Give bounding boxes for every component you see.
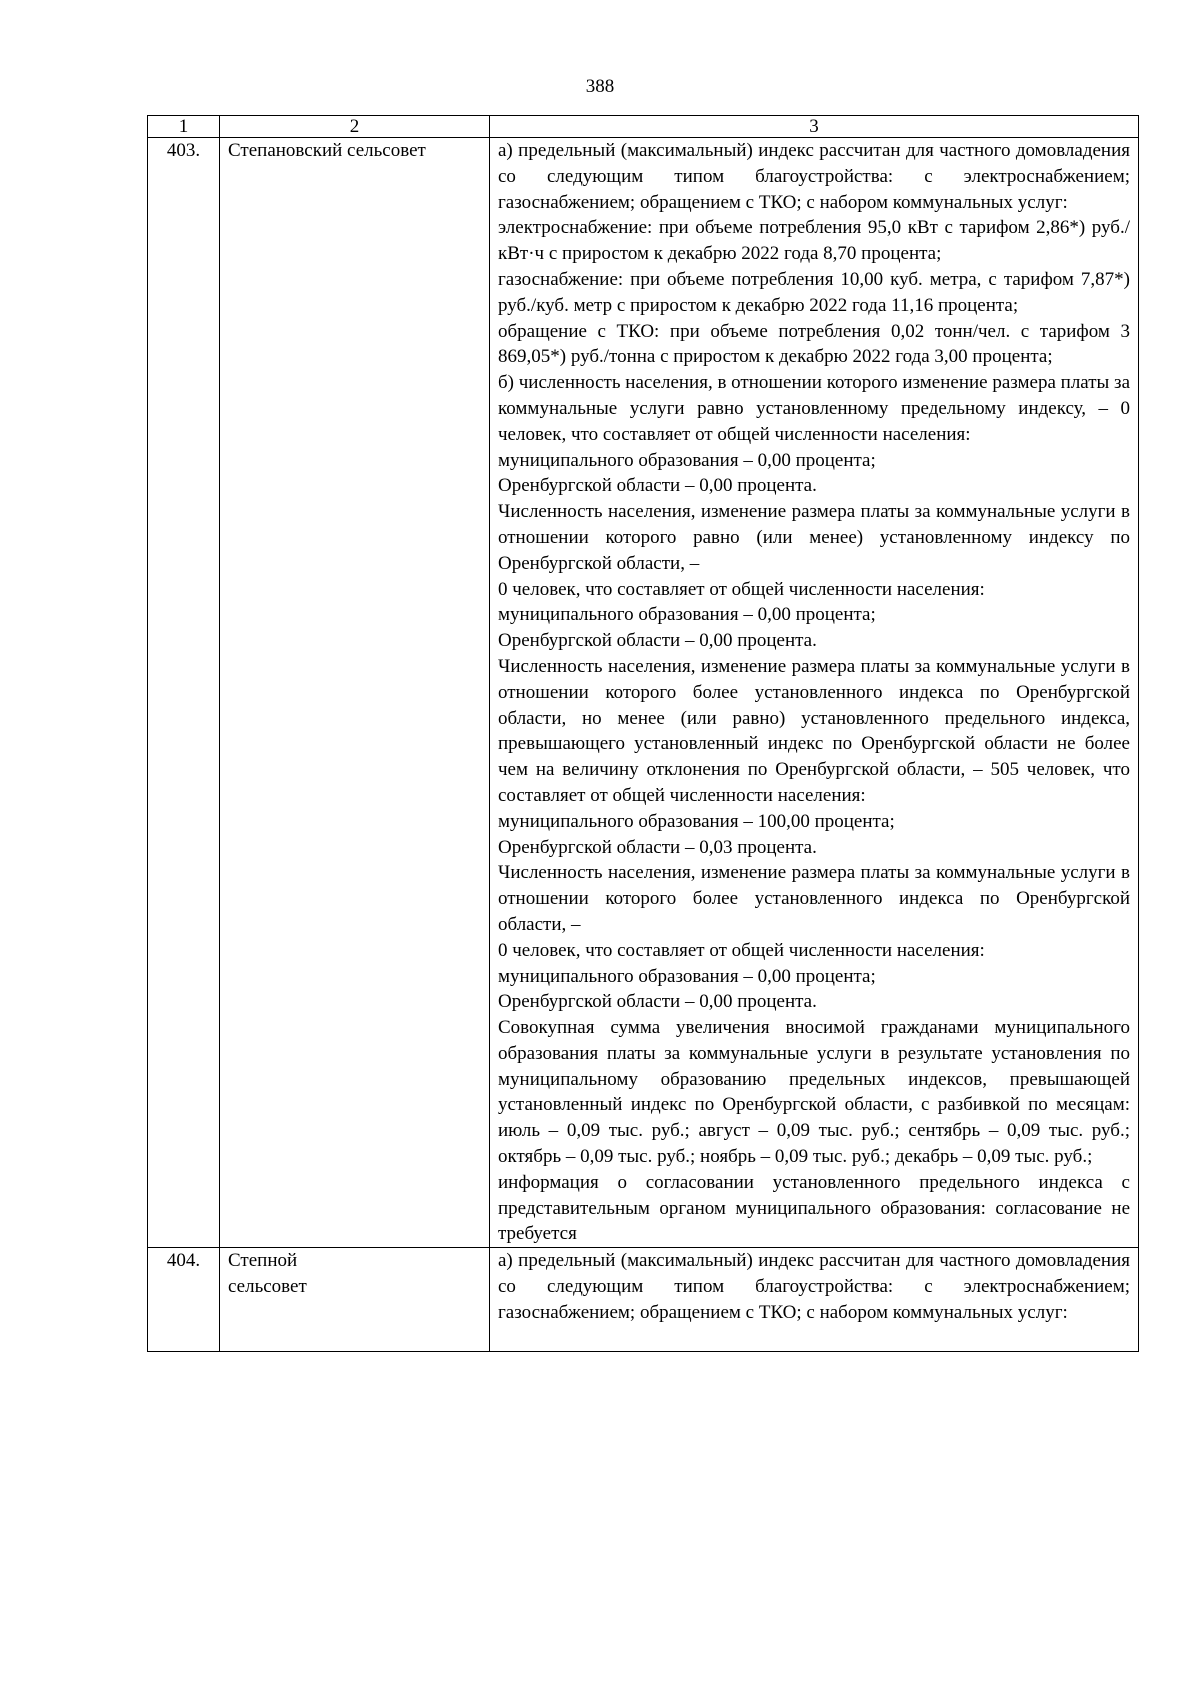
paragraph: Оренбургской области – 0,00 процента.: [498, 475, 817, 497]
paragraph: Оренбургской области – 0,00 процента.: [498, 991, 817, 1013]
paragraph: газоснабжение: при объеме потребления 10,00 куб. метра, с тарифом 7,87*) руб./куб. метр с приростом к декабрю 2022 года 11,16 процента;: [498, 268, 1130, 316]
paragraph: 0 человек, что составляет от общей численности населения:: [498, 578, 985, 600]
paragraph: муниципального образования – 0,00 процента;: [498, 604, 876, 626]
paragraph: муниципального образования – 100,00 процента;: [498, 810, 895, 832]
row-content: [490, 1248, 1139, 1352]
paragraph: Численность населения, изменение размера платы за коммунальные услуги в отношении которого более установленного индекса по Оренбургской области, но менее (или равно) установленного предельного индекса, превышающего установленный индекс по Оренбургской области не более чем на величину отклонения по Оренбургской области, – 505 человек, что составляет от общей численности населения:: [498, 655, 1130, 806]
paragraph: Оренбургской области – 0,00 процента.: [498, 630, 817, 652]
column-header-3: 3: [490, 116, 1139, 138]
data-table: [147, 115, 1139, 1352]
column-header-2: 2: [220, 116, 490, 138]
row-number: 404.: [148, 1248, 220, 1352]
settlement-name-line: Степной: [228, 1250, 298, 1272]
row-content: [490, 138, 1139, 1248]
table-header-row: [148, 116, 1139, 138]
paragraph: б) численность населения, в отношении которого изменение размера платы за коммунальные услуги равно установленному предельному индексу, – 0 человек, что составляет от общей численности населения:: [498, 372, 1131, 445]
settlement-name: Степановский сельсовет: [220, 138, 490, 1248]
paragraph: а) предельный (максимальный) индекс рассчитан для частного домовладения со следующим типом благоустройства: с электроснабжением; газоснабжением; обращением с ТКО; с набором коммунальных услуг:: [498, 140, 1130, 213]
paragraph: Совокупная сумма увеличения вносимой гражданами муниципального образования платы за коммунальные услуги в результате установления по муниципальному образованию предельных индексов, превышающей установленный индекс по Оренбургской области, с разбивкой по месяцам: июль – 0,09 тыс. руб.; август – 0,09 тыс. руб.; сентябрь – 0,09 тыс. руб.; октябрь – 0,09 тыс. руб.; ноябрь – 0,09 тыс. руб.; декабрь – 0,09 тыс. руб.;: [498, 1017, 1130, 1168]
paragraph: муниципального образования – 0,00 процента;: [498, 965, 876, 987]
settlement-name: [220, 1248, 490, 1352]
row-number: 403.: [148, 138, 220, 1248]
table-row-403: [148, 138, 1139, 1248]
page-number: 388: [585, 76, 615, 97]
paragraph: Численность населения, изменение размера платы за коммунальные услуги в отношении которого равно (или менее) установленному индексу по Оренбургской области, –: [498, 501, 1130, 574]
column-header-1: 1: [148, 116, 220, 138]
table-row-404: [148, 1248, 1139, 1352]
paragraph: муниципального образования – 0,00 процента;: [498, 449, 876, 471]
settlement-name-line: сельсовет: [228, 1276, 307, 1298]
paragraph: обращение с ТКО: при объеме потребления 0,02 тонн/чел. с тарифом 3 869,05*) руб./тонна с приростом к декабрю 2022 года 3,00 процента;: [498, 320, 1130, 368]
paragraph: а) предельный (максимальный) индекс рассчитан для частного домовладения со следующим типом благоустройства: с электроснабжением; газоснабжением; обращением с ТКО; с набором коммунальных услуг:: [498, 1250, 1130, 1323]
paragraph: Численность населения, изменение размера платы за коммунальные услуги в отношении которого более установленного индекса по Оренбургской области, –: [498, 862, 1130, 935]
paragraph: электроснабжение: при объеме потребления 95,0 кВт с тарифом 2,86*) руб./кВт·ч с приростом к декабрю 2022 года 8,70 процента;: [498, 217, 1130, 265]
paragraph: Оренбургской области – 0,03 процента.: [498, 836, 817, 858]
paragraph: информация о согласовании установленного предельного индекса с представительным органом муниципального образования: согласование не требуется: [498, 1171, 1130, 1245]
paragraph: 0 человек, что составляет от общей численности населения:: [498, 939, 985, 961]
